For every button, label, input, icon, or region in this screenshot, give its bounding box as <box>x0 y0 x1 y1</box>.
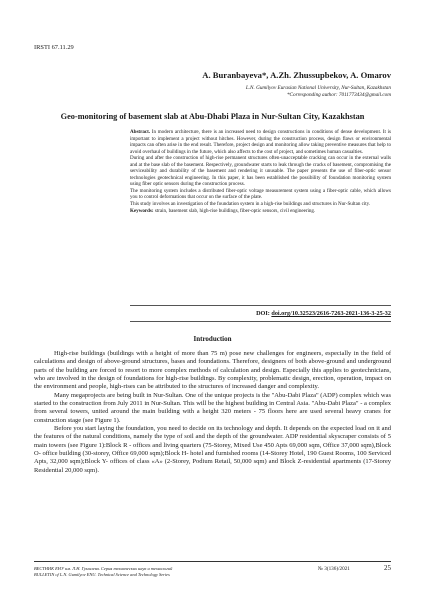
keywords-text: strain, basement slab, high-rise buildings, fiber-optic sensors, civil engineering. <box>154 207 316 214</box>
doi-top-rule <box>130 305 391 306</box>
abstract-paragraph-4: This study involves an investigation of the foundation system in a high-rise buildings and structures in Nur-Sultan city. <box>130 201 371 208</box>
abstract-label: Abstract. <box>130 129 151 135</box>
doi-bottom-rule <box>130 321 391 322</box>
body-text <box>34 350 391 475</box>
abstract-paragraph-1 <box>130 129 391 155</box>
body-paragraph-1: High-rise buildings (buildings with a height of more than 75 m) pose new challenges for engineers, especially in the field of calculations and design of above-ground structures, bases and foundations. Therefore, designers of both above-ground and underground parts of the building are forced to resort to more complex methods of calculation and design. Especially this applies to geotechnicians, who are involved in the design of foundations for high-rise buildings. By complexity, problematic design, erection, operation, impact on the environment and people, high-rises can be attributed to the structures of increased danger and complexity. <box>34 350 391 391</box>
journal-name-en: BULLETIN of L.N. Gumilyov ENU. Technical Science and Technology Series <box>34 572 170 578</box>
body-paragraph-3: Before you start laying the foundation, you need to decide on its technology and depth. It depends on the expected load on it and the features of the natural conditions, namely the type of soil and the depth of the groundwater. ADP residential skyscraper consists of 5 main towers (see Figure 1):Block R - offices and living quarters (75-Storey, Mixed Use 450 Apts 69,000 sqm, Office 37,000 sqm),Block O- office building (30-storey, Office 69,000 sqm);Block H- hotel and furnished rooms (14-Storey Hotel, 190 Guest Rooms, 100 Serviced Apts, 32,000 sqm);Block Y- offices of class «A» (2-Storey, Podium Retail, 50,000 sqm) and Block Z-residential apartments (17-Storey Residential 20,000 sqm). <box>34 425 391 474</box>
abstract-block <box>130 129 391 214</box>
author-list: A. Buranbayeva*, A.Zh. Zhussupbekov, A. Omarov <box>202 70 391 80</box>
journal-name <box>34 566 172 579</box>
keywords-line <box>130 208 391 215</box>
section-heading: Introduction <box>193 335 232 343</box>
corresponding-author: *Corresponding author: 7011773434@gmail.com <box>286 92 391 98</box>
journal-name-ru: ВЕСТНИК ЕНУ им. Л.Н. Гумилева. Серия технических наук и технологий <box>34 566 173 571</box>
body-paragraph-2: Many megaprojects are being built in Nur-Sultan. One of the unique projects is the "Abu-Dabi Plaza" (ADP) complex which was started to the construction from July 2011 in Nur-Sultan. This will be the highest building in Central Asia. "Abu-Dabi Plaza" - a complex from several towers, united around the main building with a height 320 meters - 75 floors here are used several heavy cranes for construction stage (see Figure 1). <box>34 391 391 424</box>
affiliation-block <box>131 85 391 99</box>
abstract-paragraph-3: The monitoring system includes a distributed fiber-optic voltage measurement system using a fiber-optic cable, which allows you to control deformations that occur on the surface of the plate. <box>130 187 391 201</box>
affiliation: L.N. Gumilyov Eurasian National University, Nur-Sultan, Kazakhstan <box>245 85 391 91</box>
footer-rule <box>34 561 391 562</box>
keywords-label: Keywords: <box>130 207 154 214</box>
irsti-code: IRSTI 67.11.29 <box>34 44 74 51</box>
abstract-paragraph-2: During and after the construction of high-rise permanent structures often-unacceptable cracking can occur in the external walls and at the base slab of the basement. Respectively, groundwater starts to leak through the cracks of basement, compromising the serviceability and durability of the basement and rendering it unusable. The paper presents the use of fiber-optic sensor technologies geotechnical engineering. In this paper, it has been established the possibility of foundation monitoring system using fiber optic sensors during the construction process. <box>130 155 391 188</box>
page-number: 25 <box>384 564 391 572</box>
issue-number: № 3(136)/2021 <box>318 566 350 572</box>
doi-link[interactable]: doi.org/10.32523/2616-7263-2021-136-3-25-32 <box>271 310 391 317</box>
article-title: Geo-monitoring of basement slab at Abu-Dhabi Plaza in Nur-Sultan City, Kazakhstan <box>60 112 365 121</box>
abstract-text-1: In modern architecture, there is an increased need to design constructions in conditions of dense development. It is important to implement a project without hitches. However, during the construction process, design flaws or environmental impacts can often arise in the end result. Therefore, project design and monitoring allow taking preventive measures that help to avoid overhaul of buildings in the future, which also affects to the cost of project, and sometimes human casualties. <box>130 129 392 155</box>
doi-line <box>256 310 391 317</box>
doi-label: DOI: <box>256 310 270 317</box>
